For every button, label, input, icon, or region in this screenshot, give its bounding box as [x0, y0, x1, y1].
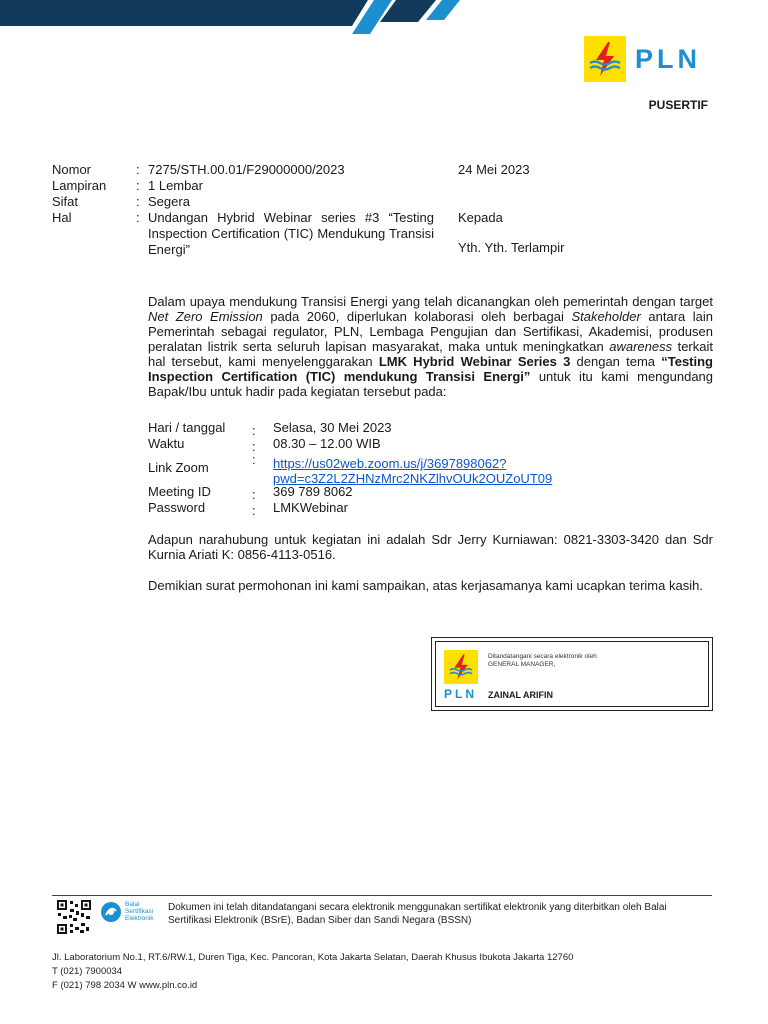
detail-label: Hari / tanggal — [148, 420, 226, 435]
signature-pln-wordmark: PLN — [444, 687, 477, 701]
detail-value: LMKWebinar — [273, 500, 348, 515]
meta-sifat — [52, 194, 434, 210]
letter-meta — [52, 162, 434, 258]
pln-lightning-icon — [444, 650, 478, 684]
meta-lampiran — [52, 178, 434, 194]
text-run: untuk itu kami mengundang Bapak/Ibu untuk hadir pada kegiatan tersebut pada: — [148, 369, 714, 399]
qr-code-icon — [56, 899, 92, 935]
detail-colon: : — [252, 487, 256, 502]
pln-lightning-icon — [584, 36, 626, 82]
zoom-link-line2[interactable]: pwd=c3Z2L2ZHNzMrc2NKZlhvOUk2OUZoUT09 — [273, 471, 553, 486]
meta-value: 7275/STH.00.01/F29000000/2023 — [148, 162, 345, 177]
meta-colon: : — [136, 210, 140, 225]
meta-colon: : — [136, 178, 140, 193]
meta-label: Lampiran — [52, 178, 107, 193]
recipient-value: Yth. Yth. Terlampir — [458, 240, 565, 255]
detail-label: Waktu — [148, 436, 185, 451]
text-run: dengan tema — [570, 354, 662, 369]
signature-title: GENERAL MANAGER, — [488, 661, 556, 668]
bsre-text-line: Sertifikasi — [125, 908, 154, 915]
text-run: pada 2060, diperlukan kolaborasi oleh berbagai — [262, 309, 572, 324]
signatory-name: ZAINAL ARIFIN — [488, 690, 553, 700]
body-paragraph-intro — [148, 294, 713, 399]
bsre-text — [125, 901, 154, 922]
detail-colon: : — [252, 423, 256, 438]
signature-box — [431, 637, 713, 711]
signature-caption: Ditandatangani secara elektronik oleh — [488, 653, 597, 660]
detail-label: Meeting ID — [148, 484, 211, 499]
event-name: LMK Hybrid Webinar Series 3 — [378, 354, 571, 369]
footer-phone: T (021) 7900034 — [52, 966, 123, 977]
unit-name: PUSERTIF — [648, 98, 708, 112]
detail-colon: : — [252, 439, 256, 454]
bsre-text-line: Elektronik — [125, 915, 154, 922]
text-run-italic: Stakeholder — [571, 309, 641, 324]
detail-label: Password — [148, 500, 206, 515]
meta-value: Segera — [148, 194, 190, 209]
detail-value: 08.30 – 12.00 WIB — [273, 436, 381, 451]
text-run-italic: Net Zero Emission — [148, 309, 263, 324]
meta-nomor — [52, 162, 434, 178]
text-run-italic: awareness — [609, 339, 673, 354]
detail-value: 369 789 8062 — [273, 484, 353, 499]
meta-colon: : — [136, 194, 140, 209]
meta-label: Nomor — [52, 162, 92, 177]
meta-value: Undangan Hybrid Webinar series #3 “Testing Inspection Certification (TIC) Mendukung Transisi Energi” — [148, 210, 434, 257]
footer-fax-web: F (021) 798 2034 W www.pln.co.id — [52, 980, 198, 991]
footer-divider — [52, 895, 712, 896]
detail-colon: : — [252, 503, 256, 518]
text-run: antara lain Pemerintah sebagai regulator, PLN, Lembaga Pengujian dan Sertifikasi, Akademisi, produsen peralatan listrik serta seluruh lapisan masyarakat, maka untuk meningkatkan — [148, 309, 714, 354]
footer-address: Jl. Laboratorium No.1, RT.6/RW.1, Duren Tiga, Kec. Pancoran, Kota Jakarta Selatan, Daerah Khusus Ibukota Jakarta 12760 — [52, 952, 574, 963]
bsre-globe-icon — [101, 902, 121, 922]
meta-label: Sifat — [52, 194, 79, 209]
bsre-logo — [101, 901, 154, 922]
header-decoration — [0, 0, 768, 40]
detail-label: Link Zoom — [148, 460, 209, 475]
event-theme: “Testing Inspection Certification (TIC) mendukung Transisi Energi” — [148, 354, 713, 384]
bsre-text-line: Balai — [125, 901, 140, 908]
text-run: Dalam upaya mendukung Transisi Energi yang telah dicanangkan oleh pemerintah dengan target — [148, 294, 713, 309]
letter-date: 24 Mei 2023 — [458, 162, 530, 177]
pln-wordmark: PLN — [635, 44, 701, 74]
meta-colon: : — [136, 162, 140, 177]
body-paragraph-closing: Demikian surat permohonan ini kami sampaikan, atas kerjasamanya kami ucapkan terima kasih. — [148, 578, 703, 593]
esign-disclaimer: Dokumen ini telah ditandatangani secara elektronik menggunakan sertifikat elektronik yang diterbitkan oleh Balai Sertifikasi Elektronik (BSrE), Badan Siber dan Sandi Negara (BSSN) — [168, 902, 667, 926]
text-run: terkait hal tersebut, kami menyelenggarakan — [148, 339, 713, 369]
detail-colon: : — [252, 452, 256, 467]
signature-box-inner — [435, 641, 709, 707]
zoom-link-line1[interactable]: https://us02web.zoom.us/j/3697898062? — [273, 456, 507, 471]
pln-logo — [584, 36, 701, 82]
meta-hal — [52, 210, 434, 258]
body-paragraph-contact: Adapun narahubung untuk kegiatan ini adalah Sdr Jerry Kurniawan: 0821-3303-3420 dan Sdr Kurnia Ariati K: 0856-4113-0516. — [148, 532, 713, 562]
meta-label: Hal — [52, 210, 72, 225]
detail-value: Selasa, 30 Mei 2023 — [273, 420, 392, 435]
recipient-label: Kepada — [458, 210, 503, 225]
meta-value: 1 Lembar — [148, 178, 203, 193]
